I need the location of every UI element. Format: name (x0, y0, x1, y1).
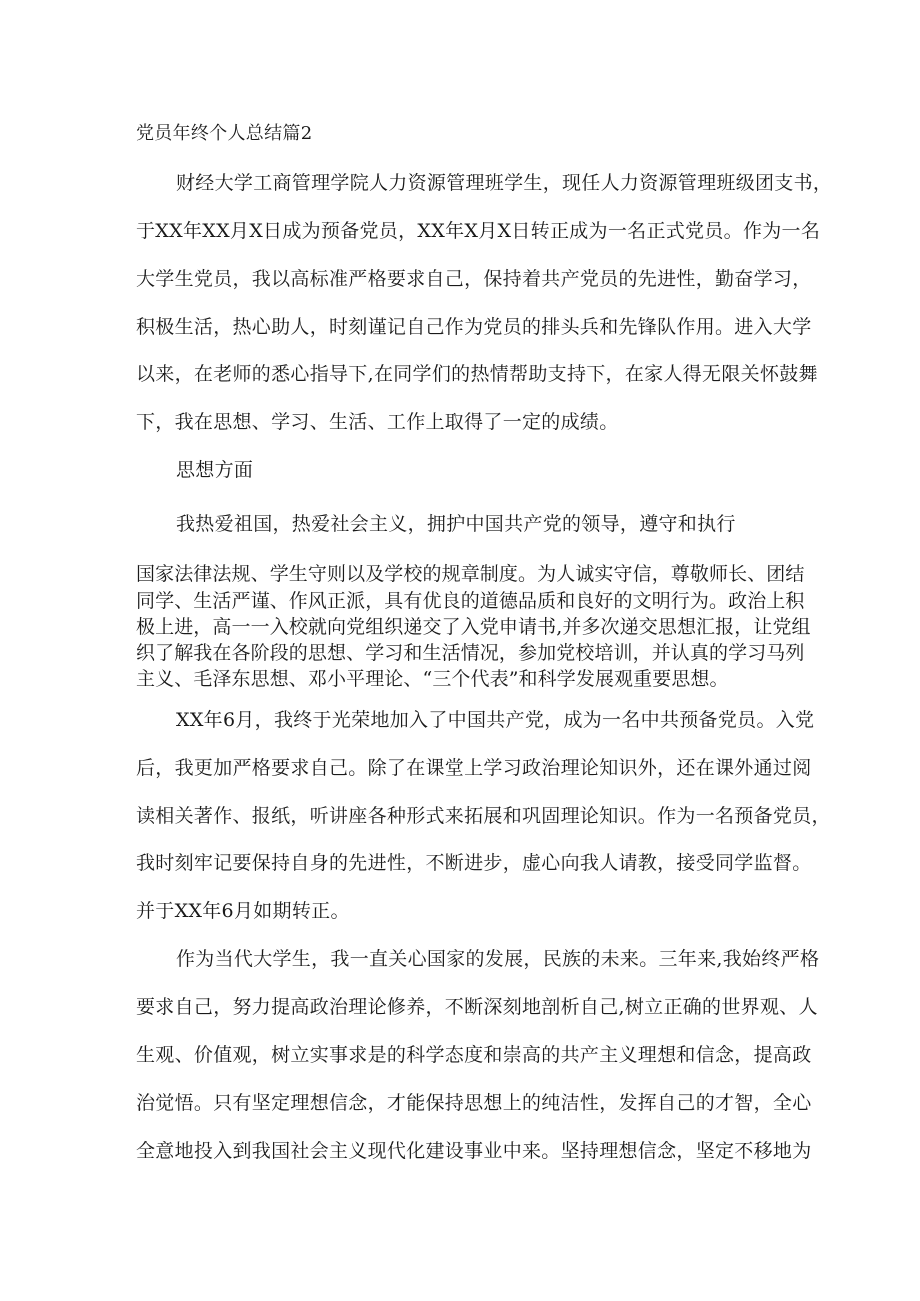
paragraph-line: 国家法律法规、学生守则以及学校的规章制度。为人诚实守信，尊敬师长、团结 (136, 563, 805, 585)
paragraph-line: 财经大学工商管理学院人力资源管理班学生，现任人力资源管理班级团支书， (176, 172, 833, 194)
paragraph-line: 生观、价值观，树立实事求是的科学态度和崇高的共产主义理想和信念，提高政 (136, 1044, 812, 1066)
paragraph-line: 主义、毛泽东思想、邓小平理论、“三个代表”和科学发展观重要思想。 (136, 668, 729, 690)
paragraph-line: 作为当代大学生，我一直关心国家的发展，民族的未来。三年来,我始终严格 (176, 948, 820, 970)
paragraph-line: 治觉悟。只有坚定理想信念，才能保持思想上的纯洁性，发挥自己的才智，全心 (136, 1092, 812, 1114)
paragraph-line: 后，我更加严格要求自己。除了在课堂上学习政治理论知识外，还在课外通过阅 (136, 757, 812, 779)
paragraph-line: 我时刻牢记要保持自身的先进性，不断进步，虚心向我人请教，接受同学监督。 (136, 852, 812, 874)
paragraph-line: 织了解我在各阶段的思想、学习和生活情况，参加党校培训，并认真的学习马列 (136, 642, 805, 664)
paragraph-line: 读相关著作、报纸，听讲座各种形式来拓展和巩固理论知识。作为一名预备党员， (136, 805, 831, 827)
paragraph-line: 同学、生活严谨、作风正派，具有优良的道德品质和良好的文明行为。政治上积 (136, 590, 805, 612)
paragraph-line: 大学生党员，我以高标准严格要求自己，保持着共产党员的先进性，勤奋学习， (136, 268, 812, 290)
section-heading: 思想方面 (176, 459, 254, 481)
paragraph-line: 以来，在老师的悉心指导下,在同学们的热情帮助支持下，在家人得无限关怀鼓舞 (136, 363, 818, 385)
paragraph-line: XX年6月，我终于光荣地加入了中国共产党，成为一名中共预备党员。入党 (176, 709, 815, 731)
paragraph-line: 下，我在思想、学习、生活、工作上取得了一定的成绩。 (136, 411, 619, 433)
document-title: 党员年终个人总结篇2 (136, 123, 313, 144)
paragraph-line: 我热爱祖国，热爱社会主义，拥护中国共产党的领导，遵守和执行 (176, 513, 736, 535)
paragraph-line: 极上进，高一一入校就向党组织递交了入党申请书,并多次递交思想汇报，让党组 (136, 616, 811, 638)
paragraph-line: 要求自己，努力提高政治理论修养，不断深刻地剖析自己,树立正确的世界观、人 (136, 996, 818, 1018)
paragraph-line: 并于XX年6月如期转正。 (136, 900, 350, 922)
paragraph-line: 全意地投入到我国社会主义现代化建设事业中来。坚持理想信念，坚定不移地为 (136, 1140, 812, 1162)
paragraph-line: 于XX年XX月X日成为预备党员，XX年X月X日转正成为一名正式党员。作为一名 (136, 220, 821, 242)
paragraph-line: 积极生活，热心助人，时刻谨记自己作为党员的排头兵和先锋队作用。进入大学 (136, 316, 812, 338)
